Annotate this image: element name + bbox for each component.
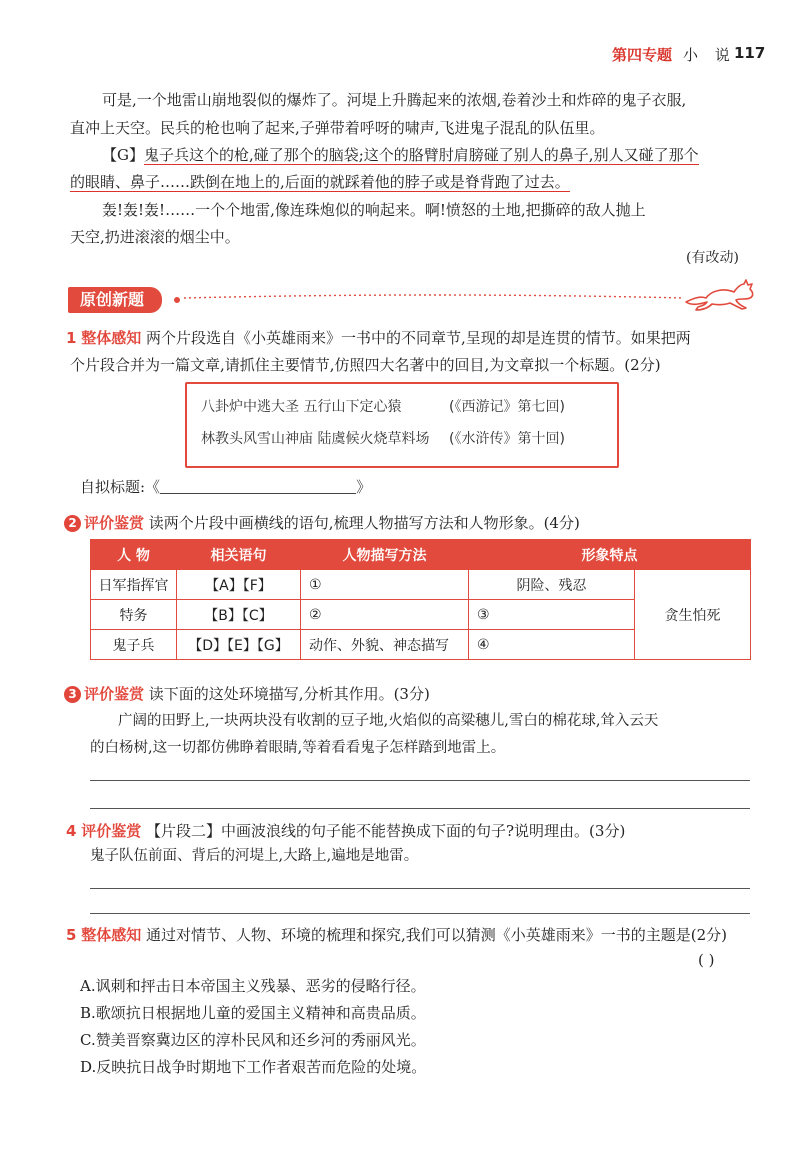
- table-header-row: [91, 540, 751, 570]
- q2-tag: 评价鉴赏: [84, 514, 145, 532]
- q4-tag: 评价鉴赏: [81, 822, 142, 840]
- analysis-table: [90, 539, 751, 660]
- example-2-source: (《水浒传》第十回): [449, 431, 565, 447]
- q3-number: 3: [64, 686, 81, 703]
- q3-tag: 评价鉴赏: [84, 685, 145, 703]
- cat-icon: [684, 276, 756, 316]
- passage-p3-line2: 天空,扔进滚滚的烟尘中。: [70, 228, 240, 246]
- q3-quote-line2: 的白杨树,这一切都仿佛睁着眼睛,等着看看鬼子怎样踏到地雷上。: [90, 740, 506, 756]
- q3-line: [64, 680, 430, 708]
- q3-quote-line1: 广阔的田野上,一块两块没有收割的豆子地,火焰似的高粱穗儿,雪白的棉花球,耸入云天: [118, 713, 659, 729]
- q2-number: 2: [64, 515, 81, 532]
- q1-number: 1: [66, 329, 77, 347]
- q3-text: 读下面的这处环境描写,分析其作用。(3分): [148, 685, 430, 703]
- section-banner: 原创新题: [68, 287, 162, 313]
- example-box: [185, 382, 619, 468]
- q5-option-d[interactable]: D.反映抗日战争时期地下工作者艰苦而危险的处境。: [80, 1058, 427, 1076]
- q5-option-b[interactable]: B.歌颂抗日根据地儿童的爱国主义精神和高贵品质。: [80, 1004, 426, 1022]
- cell-shared-trait: 贪生怕死: [635, 570, 751, 660]
- q4-number: 4: [66, 822, 77, 840]
- q3-answer-line[interactable]: [90, 808, 750, 809]
- cell-sentences: 【D】【E】【G】: [177, 630, 301, 660]
- cell-method-blank[interactable]: ①: [301, 570, 469, 600]
- cell-trait: 阴险、残忍: [469, 570, 635, 600]
- page-number: 117: [734, 44, 766, 62]
- q5-number: 5: [66, 926, 77, 944]
- q1-answer: [80, 473, 371, 501]
- q1-line1: [66, 324, 691, 352]
- cell-trait-blank[interactable]: ③: [469, 600, 635, 630]
- q1-text-line2: 个片段合并为一篇文章,请抓住主要情节,仿照四大名著中的回目,为文章拟一个标题。(2分): [70, 356, 661, 374]
- cell-method-blank[interactable]: ②: [301, 600, 469, 630]
- q5-text: 通过对情节、人物、环境的梳理和探究,我们可以猜测《小英雄雨来》一书的主题是(2分): [146, 926, 728, 944]
- header-person: 人 物: [91, 540, 177, 570]
- q1-tag: 整体感知: [81, 329, 142, 347]
- underlined-sentence-g: 鬼子兵这个的枪,碰了那个的脑袋;这个的胳臂肘肩膀碰了别人的鼻子,别人又碰了那个: [143, 146, 699, 164]
- passage-p2-line2: [70, 168, 570, 196]
- cell-person: 日军指挥官: [91, 570, 177, 600]
- q3-answer-line[interactable]: [90, 780, 750, 781]
- example-1-source: (《西游记》第七回): [449, 399, 565, 415]
- title-answer-blank[interactable]: [160, 477, 356, 494]
- q5-line: [66, 921, 727, 949]
- adapted-note: (有改动): [686, 250, 739, 266]
- cell-method: 动作、外貌、神态描写: [301, 630, 469, 660]
- q2-text: 读两个片段中画横线的语句,梳理人物描写方法和人物形象。(4分): [148, 514, 580, 532]
- example-1-title: 八卦炉中逃大圣 五行山下定心猿: [201, 399, 402, 415]
- header-trait: 形象特点: [469, 540, 751, 570]
- cell-person: 鬼子兵: [91, 630, 177, 660]
- passage-p3-line1: 轰!轰!轰!……一个个地雷,像连珠炮似的响起来。啊!愤怒的土地,把撕碎的敌人抛上: [102, 201, 646, 219]
- passage-p1-line2: 直冲上天空。民兵的枪也响了起来,子弹带着呼呀的啸声,飞进鬼子混乱的队伍里。: [70, 119, 605, 137]
- header-topic: 第四专题: [612, 46, 673, 64]
- q4-answer-line[interactable]: [90, 888, 750, 889]
- banner-dotted-line: [184, 290, 684, 306]
- header-sentences: 相关语句: [177, 540, 301, 570]
- q5-option-a[interactable]: A.讽刺和抨击日本帝国主义残暴、恶劣的侵略行径。: [80, 977, 426, 995]
- underlined-sentence-g-cont: 的眼睛、鼻子……跌倒在地上的,后面的就踩着他的脖子或是脊背跑了过去。: [70, 173, 570, 191]
- q2-line: [64, 509, 580, 537]
- cell-trait-blank[interactable]: ④: [469, 630, 635, 660]
- q5-tag: 整体感知: [81, 926, 142, 944]
- q4-quote: 鬼子队伍前面、背后的河堤上,大路上,遍地是地雷。: [90, 848, 419, 864]
- header-method: 人物描写方法: [301, 540, 469, 570]
- cell-sentences: 【B】【C】: [177, 600, 301, 630]
- table-row: [91, 570, 751, 600]
- q1-answer-suffix: 》: [356, 478, 372, 496]
- q1-text-line1: 两个片段选自《小英雄雨来》一书中的不同章节,呈现的却是连贯的情节。如果把两: [146, 329, 691, 347]
- banner-dot: [174, 297, 180, 303]
- cell-sentences: 【A】【F】: [177, 570, 301, 600]
- q1-answer-prefix: 自拟标题:《: [80, 478, 161, 496]
- q5-option-c[interactable]: C.赞美晋察冀边区的淳朴民风和还乡河的秀丽风光。: [80, 1031, 426, 1049]
- passage-p2-line1: [102, 141, 699, 169]
- q4-line: [66, 817, 625, 845]
- q5-answer-bracket[interactable]: ( ): [698, 951, 715, 969]
- passage-p1-line1: 可是,一个地雷山崩地裂似的爆炸了。河堤上升腾起来的浓烟,卷着沙土和炸碎的鬼子衣服,: [102, 91, 687, 109]
- q4-answer-line[interactable]: [90, 913, 750, 914]
- header-subject: 小 说: [683, 46, 736, 64]
- q4-text: 【片段二】中画波浪线的句子能不能替换成下面的句子?说明理由。(3分): [146, 822, 626, 840]
- passage-tag-g: 【G】: [102, 146, 144, 164]
- example-2-title: 林教头风雪山神庙 陆虞候火烧草料场: [201, 431, 430, 447]
- cell-person: 特务: [91, 600, 177, 630]
